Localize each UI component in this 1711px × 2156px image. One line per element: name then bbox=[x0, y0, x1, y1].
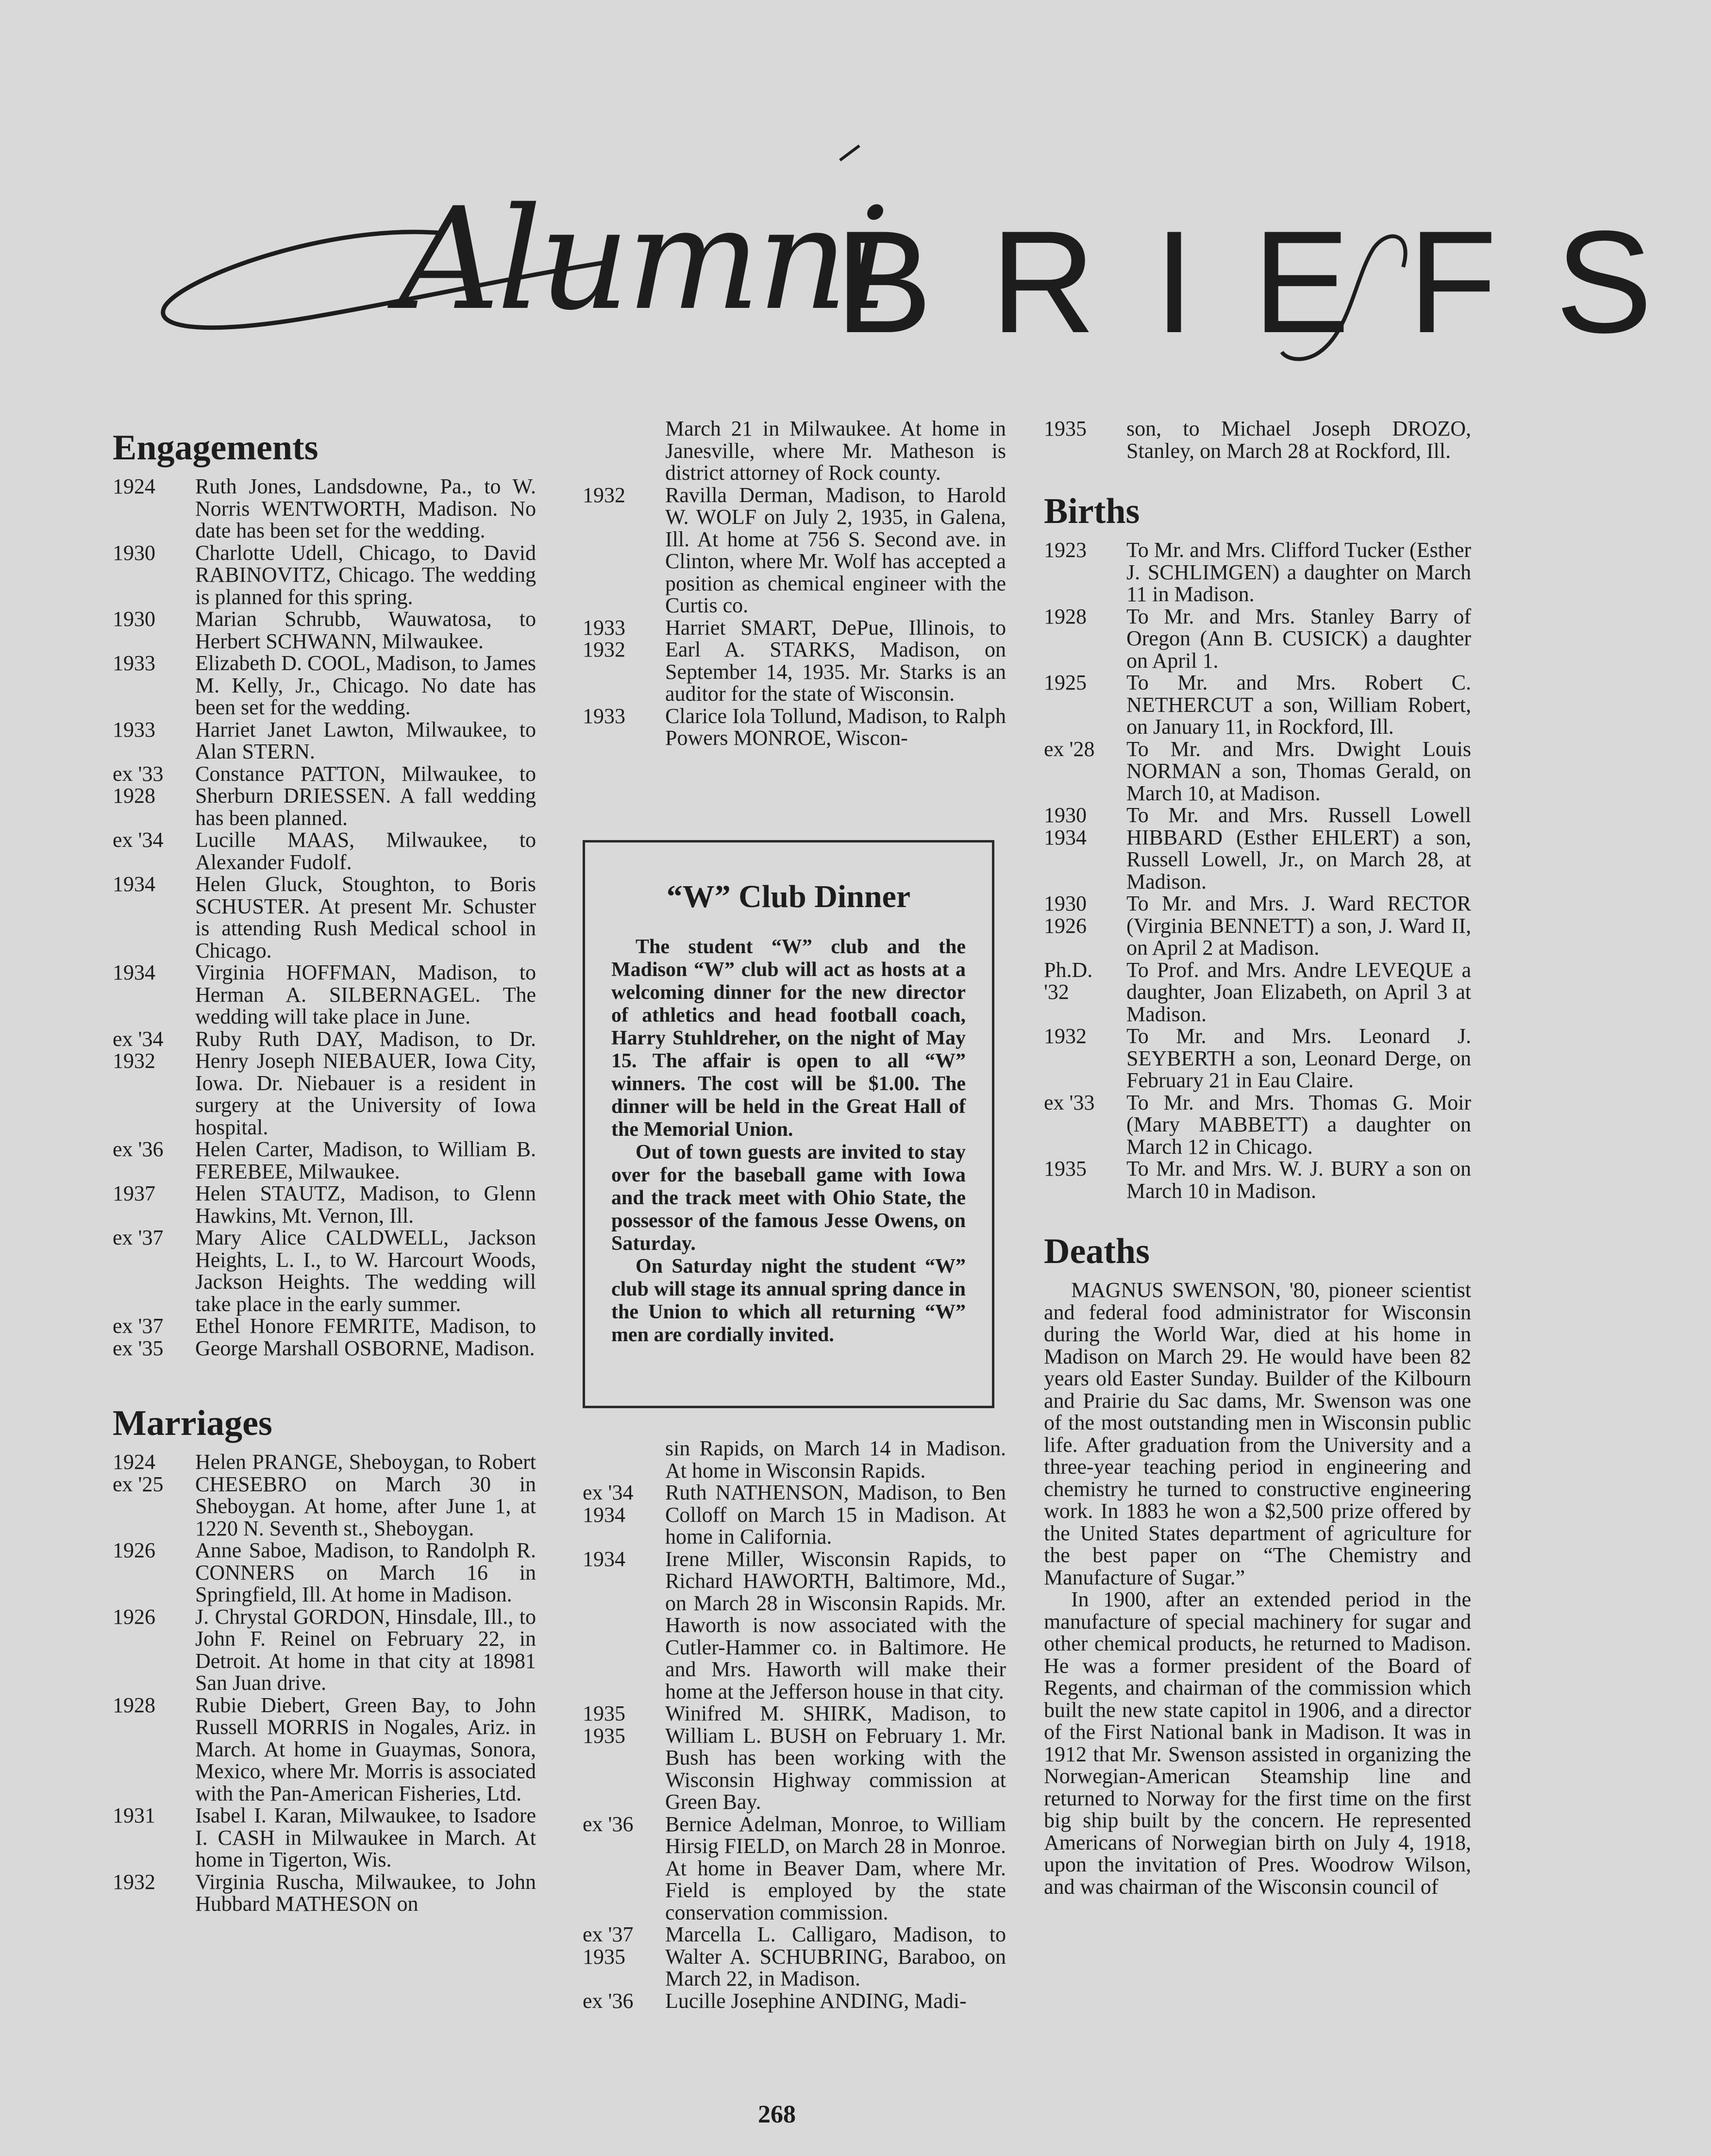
list-item bbox=[1044, 893, 1471, 959]
entry-year: 1924 bbox=[113, 474, 155, 499]
column-2-top bbox=[583, 418, 1006, 749]
list-item bbox=[1044, 804, 1471, 893]
births-heading: Births bbox=[1044, 491, 1140, 531]
entry-year: ex '28 bbox=[1044, 737, 1095, 761]
entry-text: To Mr. and Mrs. Robert C. NETHERCUT a son, William Robert, on January 11, in Rockford, Ill. bbox=[1126, 671, 1471, 739]
list-item bbox=[113, 1028, 536, 1139]
entry-year: 1934 bbox=[113, 872, 155, 896]
deaths-heading: Deaths bbox=[1044, 1231, 1150, 1272]
entry-year: 1924 ex '25 bbox=[113, 1450, 164, 1496]
entry-year: 1926 bbox=[113, 1604, 155, 1629]
masthead-alumni: Alumni bbox=[398, 178, 888, 341]
entry-text: Rubie Diebert, Green Bay, to John Russell MORRIS in Nogales, Ariz. in March. At home in Guaymas, Sonora, Mexico, where Mr. Morris is associated with the Pan-American Fisheries, Ltd. bbox=[195, 1693, 536, 1805]
entry-year: 1935 1935 bbox=[583, 1701, 625, 1748]
list-item bbox=[1044, 959, 1471, 1026]
entry-year: 1930 1926 bbox=[1044, 892, 1087, 938]
list-item bbox=[113, 763, 536, 829]
entry-text: Virginia Ruscha, Milwaukee, to John Hubbard MATHESON on bbox=[195, 1870, 536, 1916]
list-item bbox=[113, 1451, 536, 1539]
entry-text: Constance PATTON, Milwaukee, to Sherburn DRIESSEN. A fall wedding has been planned. bbox=[195, 761, 536, 830]
masthead bbox=[146, 131, 1711, 384]
list-item bbox=[583, 484, 1006, 617]
list-item bbox=[113, 1539, 536, 1606]
list-item bbox=[583, 1990, 1006, 2012]
entry-year: 1933 bbox=[113, 717, 155, 741]
entry-text: Isabel I. Karan, Milwaukee, to Isadore I. CASH in Milwaukee in March. At home in Tigerton, Wis. bbox=[195, 1803, 536, 1872]
list-item bbox=[113, 1227, 536, 1315]
entry-text: Ruth Jones, Landsdowne, Pa., to W. Norris WENTWORTH, Madison. No date has been set for the wedding. bbox=[195, 474, 536, 543]
column-3 bbox=[1044, 418, 1471, 1898]
entry-year: 1932 bbox=[113, 1870, 155, 1894]
entry-text: To Prof. and Mrs. Andre LEVEQUE a daughter, Joan Elizabeth, on April 3 at Madison. bbox=[1126, 958, 1471, 1026]
entry-year: ex '34 bbox=[113, 828, 164, 852]
entry-text: To Mr. and Mrs. Clifford Tucker (Esther J. SCHLIMGEN) a daughter on March 11 in Madison. bbox=[1126, 538, 1471, 606]
entry-text: Ruby Ruth DAY, Madison, to Dr. Henry Joseph NIEBAUER, Iowa City, Iowa. Dr. Niebauer is a resident in surgery at the University of Iowa hospital. bbox=[195, 1027, 536, 1139]
list-item bbox=[583, 1813, 1006, 1924]
list-item bbox=[113, 961, 536, 1028]
continued-text: March 21 in Milwaukee. At home in Janesville, where Mr. Matheson is district attorney of Rock county. bbox=[665, 417, 1006, 485]
deaths-body bbox=[1044, 1279, 1471, 1898]
list-item bbox=[583, 705, 1006, 749]
continued-text: sin Rapids, on March 14 in Madison. At home in Wisconsin Rapids. bbox=[665, 1436, 1006, 1482]
entry-text: To Mr. and Mrs. Leonard J. SEYBERTH a son, Leonard Derge, on February 21 in Eau Claire. bbox=[1126, 1024, 1471, 1093]
engagements-heading: Engagements bbox=[113, 428, 319, 468]
list-item bbox=[583, 1548, 1006, 1703]
entry-year: ex '36 bbox=[583, 1988, 634, 2013]
entry-year: ex '34 1934 bbox=[583, 1481, 634, 1527]
entry-text: Anne Saboe, Madison, to Randolph R. CONNERS on March 16 in Springfield, Ill. At home in Madison. bbox=[195, 1538, 536, 1607]
entry-year: 1934 bbox=[583, 1547, 625, 1571]
entry-year: 1931 bbox=[113, 1803, 155, 1828]
list-item bbox=[583, 1702, 1006, 1813]
entry-year: 1925 bbox=[1044, 671, 1087, 695]
column-2-bottom bbox=[583, 1437, 1006, 2012]
entry-text: Lucille Josephine ANDING, Madi- bbox=[665, 1988, 967, 2013]
list-item bbox=[1044, 1025, 1471, 1092]
list-item bbox=[1044, 672, 1471, 738]
entry-text: Helen PRANGE, Sheboygan, to Robert CHESEBRO on March 30 in Sheboygan. At home, after June 1, at 1220 N. Seventh st., Sheboygan. bbox=[195, 1450, 536, 1540]
page-number: 268 bbox=[758, 2101, 796, 2128]
entry-year: ex '33 1928 bbox=[113, 761, 164, 808]
entry-text: To Mr. and Mrs. Stanley Barry of Oregon (Ann B. CUSICK) a daughter on April 1. bbox=[1126, 604, 1471, 673]
entry-year: 1933 bbox=[583, 704, 625, 728]
w-club-paragraph: The student “W” club and the Madison “W” club will act as hosts at a welcoming dinner for the new director of athletics and head football coach, Harry Stuhldreher, on the night of May 15. The affair is open to all “W” winners. The cost will be $1.00. The dinner will be held in the Great Hall of the Memorial Union. bbox=[611, 936, 966, 1141]
entry-year: 1923 bbox=[1044, 538, 1087, 562]
w-club-dinner-box bbox=[583, 840, 994, 1408]
entry-year: 1928 bbox=[1044, 604, 1087, 628]
entry-text: Bernice Adelman, Monroe, to William Hirsig FIELD, on March 28 in Monroe. At home in Beaver Dam, where Mr. Field is employed by the state conservation commission. bbox=[665, 1812, 1006, 1924]
entry-year: ex '36 bbox=[583, 1812, 634, 1836]
list-item bbox=[113, 1804, 536, 1871]
entry-year: 1933 bbox=[113, 651, 155, 675]
entry-year: 1934 bbox=[113, 960, 155, 985]
list-item bbox=[113, 475, 536, 542]
entry-text: Ruth NATHENSON, Madison, to Ben Colloff on March 15 in Madison. At home in California. bbox=[665, 1481, 1006, 1549]
entry-text: Ethel Honore FEMRITE, Madison, to George Marshall OSBORNE, Madison. bbox=[195, 1314, 536, 1360]
entry-year: ex '34 1932 bbox=[113, 1027, 164, 1073]
w-club-dinner-heading: “W” Club Dinner bbox=[666, 879, 911, 914]
entry-text: Clarice Iola Tollund, Madison, to Ralph Powers MONROE, Wiscon- bbox=[665, 704, 1006, 750]
entry-text: To Mr. and Mrs. Russell Lowell HIBBARD (Esther EHLERT) a son, Russell Lowell, Jr., on March 28, at Madison. bbox=[1126, 803, 1471, 893]
entry-text: To Mr. and Mrs. W. J. BURY a son on March 10 in Madison. bbox=[1126, 1157, 1471, 1203]
entry-year: ex '37 ex '35 bbox=[113, 1314, 164, 1360]
list-item bbox=[1044, 1158, 1471, 1202]
list-item bbox=[113, 1182, 536, 1227]
w-club-paragraph: Out of town guests are invited to stay over for the baseball game with Iowa and the track meet with Ohio State, the possessor of the famous Jesse Owens, on Saturday. bbox=[611, 1141, 966, 1255]
entry-year: ex '37 bbox=[113, 1226, 164, 1250]
entry-text: Harriet SMART, DePue, Illinois, to Earl A. STARKS, Madison, on September 14, 1935. Mr. Starks is an auditor for the state of Wisconsin. bbox=[665, 615, 1006, 706]
entry-text: Irene Miller, Wisconsin Rapids, to Richard HAWORTH, Baltimore, Md., on March 28 in Wisconsin Rapids. Mr. Haworth is now associated with the Cutler-Hammer co. in Baltimore. He and Mrs. Haworth will make their home at the Jefferson house in that city. bbox=[665, 1547, 1006, 1703]
entry-year: 1935 bbox=[1044, 417, 1087, 440]
entry-text: Marcella L. Calligaro, Madison, to Walter A. SCHUBRING, Baraboo, on March 22, in Madison. bbox=[665, 1922, 1006, 1990]
list-item bbox=[113, 1138, 536, 1182]
entry-text: Marian Schrubb, Wauwatosa, to Herbert SCHWANN, Milwaukee. bbox=[195, 607, 536, 653]
list-item bbox=[113, 1315, 536, 1359]
w-club-paragraph: On Saturday night the student “W” club will stage its annual spring dance in the Union to which all returning “W” men are cordially invited. bbox=[611, 1255, 966, 1346]
entry-year: 1930 bbox=[113, 540, 155, 565]
list-item bbox=[113, 1606, 536, 1694]
deaths-paragraph: In 1900, after an extended period in the manufacture of special machinery for sugar and other chemical products, he returned to Madison. He was a former president of the Board of Regents, and chairman of the commission which built the new state capitol in 1906, and a director of the First National bank in Madison. It was in 1912 that Mr. Swenson assisted in organizing the Norwegian-American Steamship line and returned to Norway for the first time on the first big ship built by the concern. He represented Americans of Norwegian birth on July 4, 1918, upon the invitation of Pres. Woodrow Wilson, and was chairman of the Wisconsin council of bbox=[1044, 1587, 1471, 1899]
list-item bbox=[1044, 539, 1471, 606]
entry-text: Elizabeth D. COOL, Madison, to James M. Kelly, Jr., Chicago. No date has been set for the wedding. bbox=[195, 651, 536, 720]
list-item bbox=[1044, 418, 1471, 462]
entry-text: To Mr. and Mrs. J. Ward RECTOR (Virginia BENNETT) a son, J. Ward II, on April 2 at Madison. bbox=[1126, 892, 1471, 960]
entry-text: Virginia HOFFMAN, Madison, to Herman A. SILBERNAGEL. The wedding will take place in June. bbox=[195, 960, 536, 1029]
list-item bbox=[1044, 1092, 1471, 1158]
entry-year: Ph.D. '32 bbox=[1044, 958, 1093, 1004]
entry-text: Charlotte Udell, Chicago, to David RABINOVITZ, Chicago. The wedding is planned for this spring. bbox=[195, 540, 536, 609]
masthead-briefs: BRIEFS bbox=[835, 200, 1711, 363]
list-item bbox=[113, 829, 536, 873]
list-item bbox=[113, 719, 536, 763]
list-item bbox=[1044, 738, 1471, 805]
entry-text: son, to Michael Joseph DROZO, Stanley, on March 28 at Rockford, Ill. bbox=[1126, 417, 1471, 463]
deaths-paragraph: MAGNUS SWENSON, '80, pioneer scientist and federal food administrator for Wisconsin during the World War, died at his home in Madison on March 29. He would have been 82 years old Easter Sunday. Builder of the Kilbourn and Prairie du Sac dams, Mr. Swenson was one of the most outstanding men in Wisconsin public life. After graduation from the University and a three-year teaching period in engineering and chemistry he turned to constructive engineering work. In 1883 he won a $2,500 prize offered by the United States department of agriculture for the best paper on “The Chemistry and Manufacture of Sugar.” bbox=[1044, 1278, 1471, 1589]
entry-year: 1930 1934 bbox=[1044, 803, 1087, 849]
entry-year: 1935 bbox=[1044, 1157, 1087, 1181]
entry-text: To Mr. and Mrs. Dwight Louis NORMAN a son, Thomas Gerald, on March 10, at Madison. bbox=[1126, 737, 1471, 805]
entry-text: Mary Alice CALDWELL, Jackson Heights, L. I., to W. Harcourt Woods, Jackson Heights. The wedding will take place in the early summer. bbox=[195, 1226, 536, 1316]
list-item bbox=[113, 1694, 536, 1805]
entry-text: Lucille MAAS, Milwaukee, to Alexander Fudolf. bbox=[195, 828, 536, 874]
entry-year: 1933 1932 bbox=[583, 615, 625, 661]
list-item bbox=[1044, 606, 1471, 672]
entry-text: Winifred M. SHIRK, Madison, to William L. BUSH on February 1. Mr. Bush has been working with the Wisconsin Highway commission at Green Bay. bbox=[665, 1701, 1006, 1814]
entry-year: 1926 bbox=[113, 1538, 155, 1563]
list-item bbox=[583, 1923, 1006, 1990]
entry-year: ex '33 bbox=[1044, 1090, 1095, 1114]
list-item bbox=[113, 608, 536, 652]
list-item bbox=[113, 873, 536, 961]
entry-text: Harriet Janet Lawton, Milwaukee, to Alan STERN. bbox=[195, 717, 536, 764]
list-item bbox=[583, 617, 1006, 705]
list-item bbox=[583, 1482, 1006, 1548]
entry-year: ex '36 bbox=[113, 1137, 164, 1162]
marriages-heading: Marriages bbox=[113, 1403, 272, 1444]
entry-text: Helen STAUTZ, Madison, to Glenn Hawkins, Mt. Vernon, Ill. bbox=[195, 1181, 536, 1228]
entry-text: Ravilla Derman, Madison, to Harold W. WOLF on July 2, 1935, in Galena, Ill. At home at 756 S. Second ave. in Clinton, where Mr. Wolf has accepted a position as chemical engineer with the Curtis co. bbox=[665, 483, 1006, 617]
entry-year: 1928 bbox=[113, 1693, 155, 1717]
entry-text: Helen Carter, Madison, to William B. FEREBEE, Milwaukee. bbox=[195, 1137, 536, 1183]
list-item bbox=[113, 652, 536, 719]
entry-text: To Mr. and Mrs. Thomas G. Moir (Mary MABBETT) a daughter on March 12 in Chicago. bbox=[1126, 1090, 1471, 1159]
entry-year: 1930 bbox=[113, 607, 155, 631]
entry-text: J. Chrystal GORDON, Hinsdale, Ill., to John F. Reinel on February 22, in Detroit. At home in that city at 18981 San Juan drive. bbox=[195, 1604, 536, 1695]
column-1 bbox=[113, 427, 536, 1915]
entry-text: Helen Gluck, Stoughton, to Boris SCHUSTER. At present Mr. Schuster is attending Rush Medical school in Chicago. bbox=[195, 872, 536, 962]
list-item bbox=[113, 542, 536, 608]
entry-year: 1932 bbox=[583, 483, 625, 507]
entry-year: 1937 bbox=[113, 1181, 155, 1206]
entry-year: ex '37 1935 bbox=[583, 1922, 634, 1969]
entry-year: 1932 bbox=[1044, 1024, 1087, 1048]
list-item bbox=[113, 1871, 536, 1915]
